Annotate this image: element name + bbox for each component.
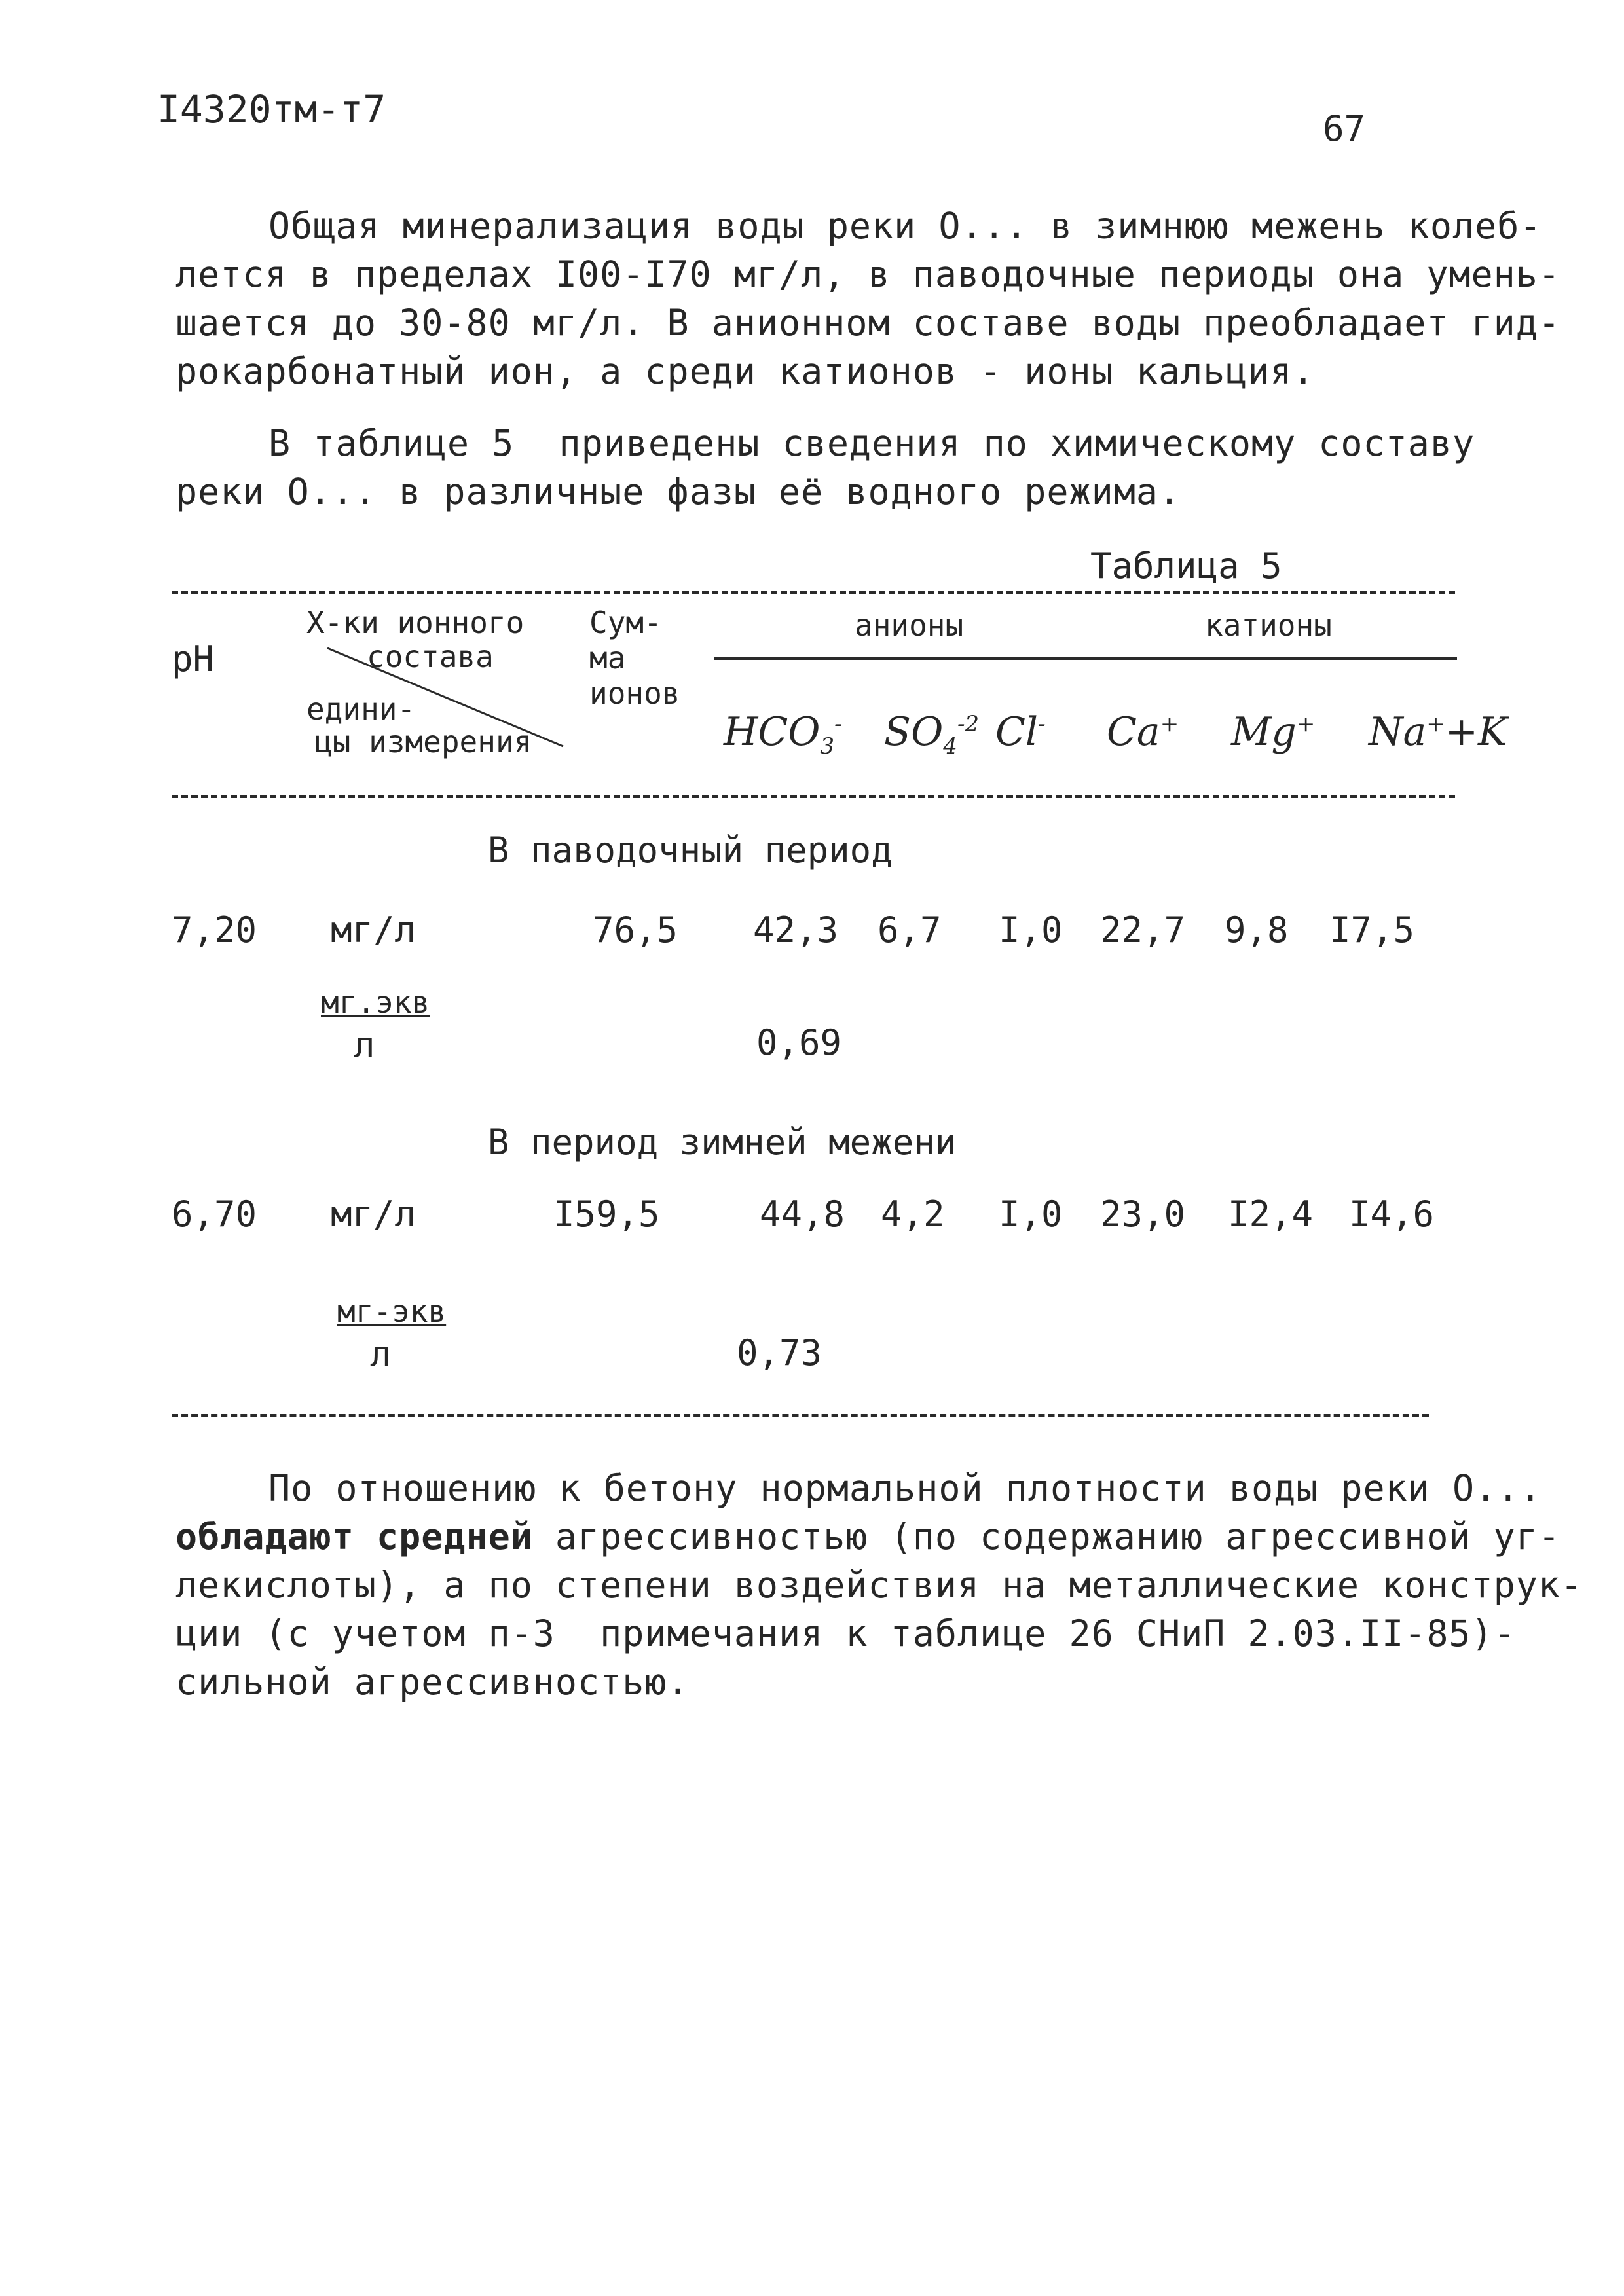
header-sum-2: ма [589, 640, 626, 676]
intro-line-3: шается до 30-80 мг/л. В анионном составе воды преобладает гид- [175, 302, 1560, 344]
flood-so4: 6,7 [877, 909, 942, 951]
conclusion-line-4: ции (с учетом п-3 примечания к таблице 26 СНиП 2.03.II-85)- [175, 1613, 1516, 1654]
header-characteristic-top-2: состава [367, 639, 494, 674]
intro-line-4: рокарбонатный ион, а среди катионов - ионы кальция. [175, 350, 1315, 392]
flood-eq-value: 0,69 [756, 1022, 842, 1063]
winter-eq-value: 0,73 [737, 1332, 822, 1374]
intro-line-1: Общая минерализация воды реки О... в зимнюю межень колеб- [268, 205, 1542, 247]
flood-cl: I,0 [999, 909, 1063, 951]
conclusion-line-2: обладают средней агрессивностью (по содержанию агрессивной уг- [175, 1516, 1561, 1558]
flood-ca: 22,7 [1100, 909, 1186, 951]
header-sum-3: ионов [589, 676, 680, 711]
ion-na-k: Na++K [1369, 709, 1507, 755]
table-caption: Таблица 5 [1090, 545, 1282, 587]
table-ref-line-2: реки О... в различные фазы её водного режима. [175, 471, 1181, 513]
winter-sum: I59,5 [553, 1194, 660, 1235]
header-anions: анионы [855, 608, 964, 643]
flood-mg: 9,8 [1225, 909, 1289, 951]
section-winter-title: В период зимней межени [488, 1121, 957, 1163]
winter-hco3: 44,8 [760, 1194, 845, 1235]
conclusion-line-1: По отношению к бетону нормальной плотности воды реки О... [268, 1467, 1542, 1509]
conclusion-line-3: лекислоты), а по степени воздействия на металлические конструк- [175, 1564, 1583, 1606]
ion-ca: Ca+ [1107, 709, 1179, 755]
winter-ph: 6,70 [172, 1194, 257, 1235]
winter-unit: мг/л [331, 1194, 416, 1235]
flood-hco3: 42,3 [753, 909, 839, 951]
flood-ph: 7,20 [172, 909, 257, 951]
table-ref-line-1: В таблице 5 приведены сведения по химическому составу [268, 422, 1475, 464]
header-characteristic-top-1: Х-ки ионного [306, 605, 525, 640]
winter-ca: 23,0 [1100, 1194, 1186, 1235]
winter-eq-unit-bottom: л [370, 1334, 392, 1375]
winter-cl: I,0 [999, 1194, 1063, 1235]
section-flood-title: В паводочный период [488, 829, 893, 871]
header-bottom-rule [172, 795, 1455, 798]
header-ph: pH [172, 638, 215, 680]
ion-so4: $SO_4^{-2}$ [884, 709, 980, 759]
winter-eq-unit-top: мг-экв [337, 1294, 447, 1329]
flood-na-k: I7,5 [1329, 909, 1415, 951]
header-units-2: цы измерения [314, 724, 532, 759]
document-code: I4320тм-т7 [157, 87, 386, 132]
header-group-rule [714, 657, 1457, 660]
winter-so4: 4,2 [881, 1194, 945, 1235]
flood-unit: мг/л [331, 909, 416, 951]
header-sum-1: Сум- [589, 605, 662, 640]
header-cations: катионы [1205, 608, 1332, 643]
winter-mg: I2,4 [1228, 1194, 1314, 1235]
flood-eq-unit-top: мг.экв [321, 985, 430, 1020]
flood-eq-unit-bottom: л [354, 1025, 375, 1066]
ion-mg: Mg+ [1231, 709, 1316, 755]
winter-na-k: I4,6 [1349, 1194, 1435, 1235]
ion-cl: Cl- [995, 709, 1046, 755]
ion-hco3: $HCO_3^-$ [724, 709, 842, 759]
flood-sum: 76,5 [593, 909, 678, 951]
conclusion-line-5: сильной агрессивностью. [175, 1661, 690, 1703]
table-bottom-rule [172, 1414, 1429, 1417]
intro-line-2: лется в пределах I00-I70 мг/л, в паводочные периоды она умень- [175, 253, 1560, 295]
header-units-1: едини- [306, 691, 416, 727]
page-number: 67 [1323, 108, 1366, 149]
